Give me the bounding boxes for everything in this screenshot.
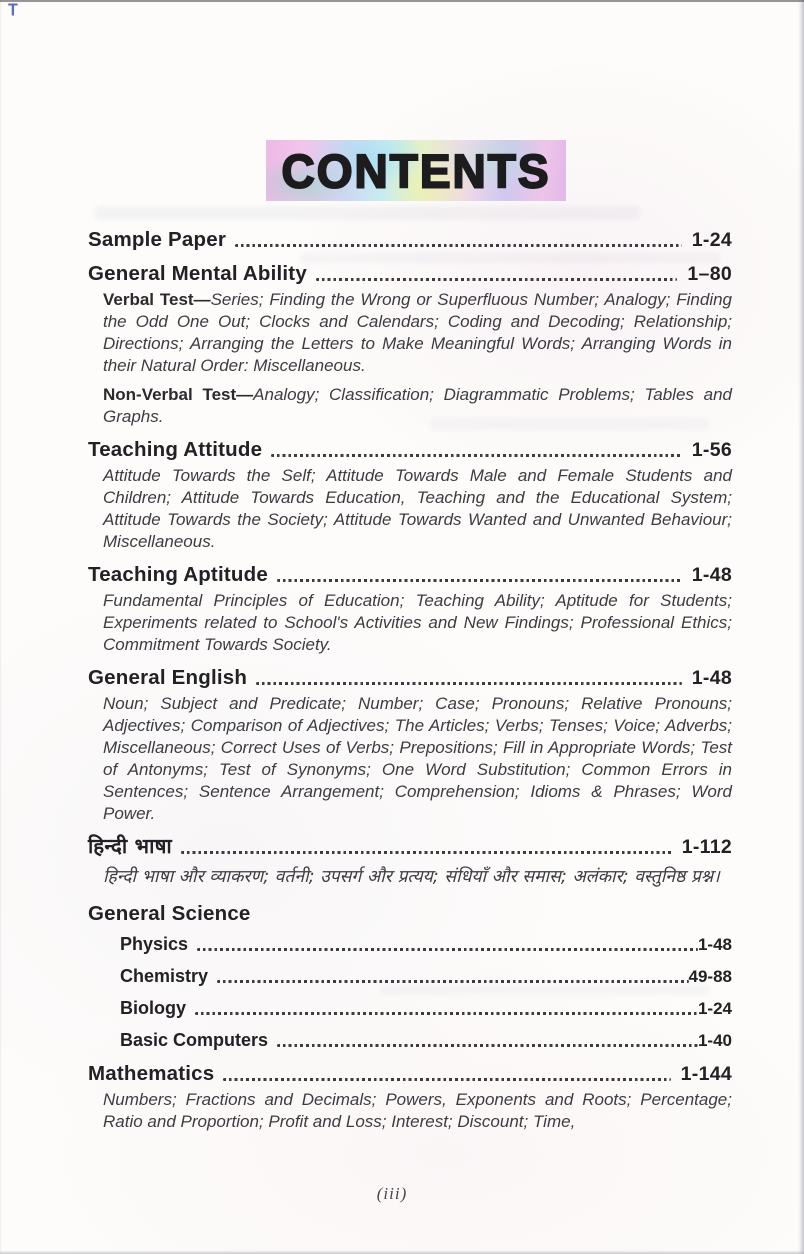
toc-entry xyxy=(88,227,732,252)
toc-subentry-title: Physics xyxy=(120,934,189,954)
scan-bleed-artifact xyxy=(95,206,640,220)
toc-entry-title: Sample Paper xyxy=(88,228,226,251)
toc-subentry xyxy=(120,964,732,988)
toc-entry xyxy=(88,261,732,286)
toc-subentry-title: Biology xyxy=(120,998,186,1018)
toc-subentry-pages: 1-24 xyxy=(697,999,732,1018)
dot-leader xyxy=(277,579,682,582)
toc-subentry xyxy=(120,932,732,956)
toc-section-sample-paper xyxy=(88,227,732,252)
toc-section-general-science xyxy=(88,901,732,1052)
dot-leader xyxy=(256,682,682,685)
topic-body: Series; Finding the Wrong or Superfluous Number; Analogy; Finding the Odd One Out; Clocks and Calendars; Coding and Decoding; Relationship; Directions; Arranging the Letters to Make Meaningful Words; Arranging Words in their Natural Order: Miscellaneous. xyxy=(103,290,733,375)
dot-leader xyxy=(271,454,682,457)
toc-entry-title: Teaching Attitude xyxy=(88,438,263,461)
toc-entry-title: General Mental Ability xyxy=(88,262,307,285)
toc-section-topics: Noun; Subject and Predicate; Number; Case; Pronouns; Relative Pronouns; Adjectives; Comparison of Adjectives; The Articles; Verbs; Tenses; Voice; Adverbs; Miscellaneous; Correct Uses of Verbs; Prepositions; Fill in Appropriate Words; Test of Antonyms; Test of Synonyms; One Word Substitution; Common Errors in Sentences; Sentence Arrangement; Comprehension; Idioms & Phrases; Word Power. xyxy=(103,694,732,823)
toc-entry xyxy=(88,562,732,587)
dot-leader xyxy=(195,1012,698,1015)
toc-section-topics xyxy=(103,289,732,377)
topic-lead: Non-Verbal Test— xyxy=(103,385,254,404)
toc-entry-pages: 1-56 xyxy=(691,439,732,461)
toc-entry-pages: 1–80 xyxy=(687,263,732,285)
toc-entry-pages: 1-48 xyxy=(691,564,732,586)
toc-entry-pages: 1-144 xyxy=(680,1063,732,1085)
toc-subentry xyxy=(120,996,732,1020)
toc-subentry-pages: 49-88 xyxy=(688,967,732,986)
toc-section-teaching-aptitude xyxy=(88,562,732,656)
toc-entry xyxy=(88,437,732,462)
toc-entry-pages: 1-24 xyxy=(691,229,732,251)
topic-lead: Verbal Test— xyxy=(103,290,211,309)
toc-entry-title: Teaching Aptitude xyxy=(88,563,268,586)
table-of-contents xyxy=(0,227,804,1133)
dot-leader xyxy=(235,244,682,247)
toc-section-general-english xyxy=(88,665,732,825)
toc-section-topics: Attitude Towards the Self; Attitude Towards Male and Female Students and Children; Attitude Towards Education, Teaching and the Educational System; Attitude Towards the Society; Attitude Towards Wanted and Unwanted Behaviour; Miscellaneous. xyxy=(103,466,732,551)
contents-banner xyxy=(266,140,566,201)
dot-leader xyxy=(316,278,677,281)
toc-entry-title: General English xyxy=(88,666,248,689)
registration-mark: T xyxy=(8,1,18,20)
toc-subentry-pages: 1-48 xyxy=(697,935,732,954)
toc-section-topics: Fundamental Principles of Education; Teaching Ability; Aptitude for Students; Experiments related to School's Activities and New Findings; Professional Ethics; Commitment Towards Society. xyxy=(103,591,732,654)
dot-leader xyxy=(277,1044,698,1047)
dot-leader xyxy=(223,1078,670,1081)
toc-section-topics: हिन्दी भाषा और व्याकरण; वर्तनी; उपसर्ग और प्रत्यय; संधियाँ और समास; अलंकार; वस्तुनिष्ठ प्रश्न। xyxy=(103,867,720,887)
toc-subentry-pages: 1-40 xyxy=(697,1031,732,1050)
toc-section-mathematics xyxy=(88,1061,732,1133)
toc-entry xyxy=(88,901,732,926)
toc-entry-title: General Science xyxy=(88,902,251,925)
topic-body: Analogy; Classification; Diagrammatic Problems; Tables and Graphs. xyxy=(103,385,732,426)
toc-entry-title: Mathematics xyxy=(88,1062,215,1085)
dot-leader xyxy=(217,980,688,983)
dot-leader xyxy=(197,948,698,951)
page-number-footer: (iii) xyxy=(376,1184,408,1203)
toc-subentry-title: Basic Computers xyxy=(120,1030,269,1050)
toc-entry xyxy=(88,665,732,690)
dot-leader xyxy=(181,851,672,854)
toc-entry xyxy=(88,1061,732,1086)
toc-section-teaching-attitude xyxy=(88,437,732,553)
toc-subentry-title: Chemistry xyxy=(120,966,209,986)
toc-subentries xyxy=(120,932,732,1052)
toc-entry xyxy=(88,834,732,859)
toc-entry-pages: 1-112 xyxy=(681,836,732,858)
toc-section-topics: Numbers; Fractions and Decimals; Powers, Exponents and Roots; Percentage; Ratio and Proportion; Profit and Loss; Interest; Discount; Time, xyxy=(103,1090,732,1131)
toc-subentry xyxy=(120,1028,732,1052)
toc-section-topics xyxy=(103,384,732,428)
toc-entry-title: हिन्दी भाषा xyxy=(88,834,172,858)
toc-entry-pages: 1-48 xyxy=(691,667,732,689)
toc-section-general-mental-ability xyxy=(88,261,732,428)
toc-section-hindi-bhasha xyxy=(88,834,732,892)
page-title: CONTENTS xyxy=(281,143,551,198)
